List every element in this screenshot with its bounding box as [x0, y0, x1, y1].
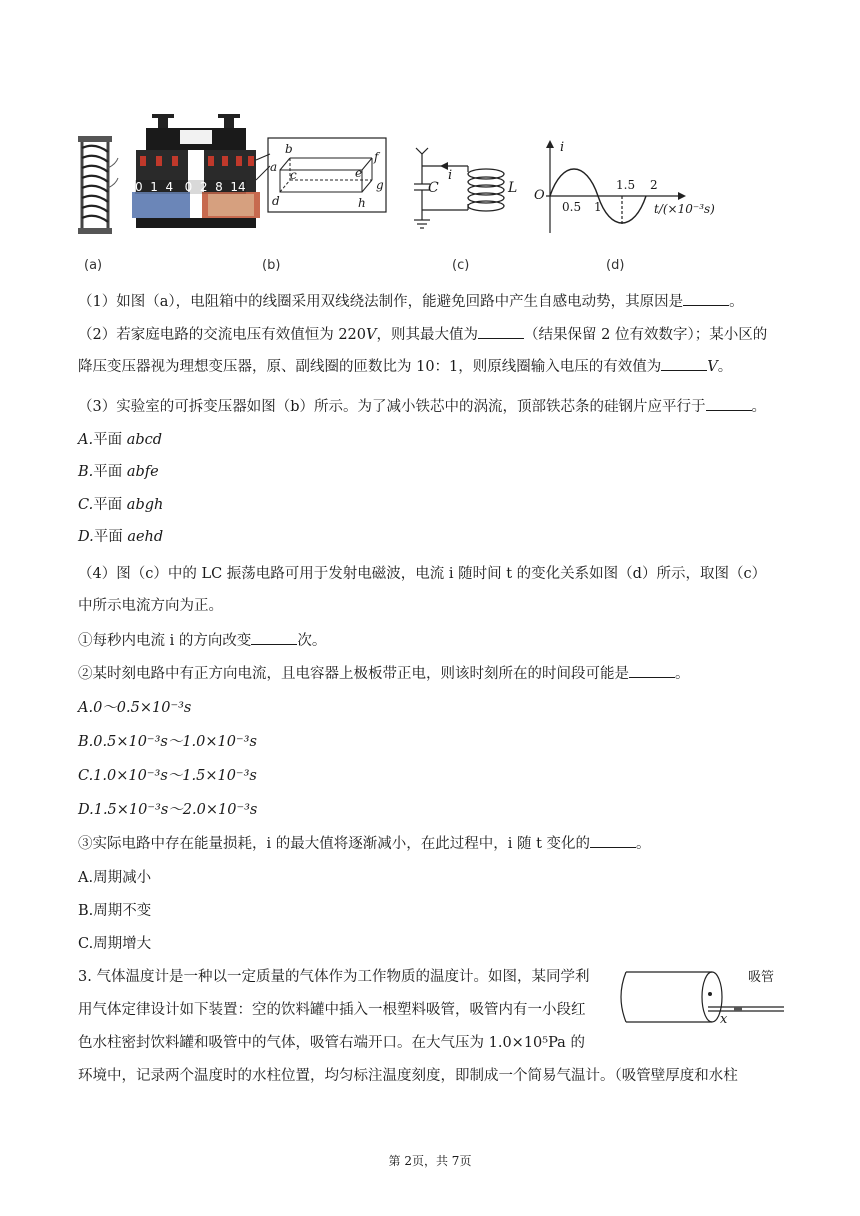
figure-d-caption: (d) [606, 258, 625, 273]
q4-2-option-c: C.1.0×10⁻³s～1.5×10⁻³s [78, 768, 257, 784]
fig-b-letter-g: g [376, 178, 384, 192]
figure-b-transformer [122, 110, 392, 240]
figure-a-caption: (a) [84, 258, 103, 273]
q4-3-option-b: B.周期不变 [78, 903, 152, 919]
q3-option-c: C.平面 abgh [78, 497, 164, 513]
fig-d-tick-1.5: 1.5 [616, 178, 636, 192]
blank [478, 326, 524, 339]
fig-b-letter-d: d [272, 194, 280, 208]
problem-3-line-2: 用气体定律设计如下装置：空的饮料罐中插入一根塑料吸管，吸管内有一小段红 [78, 1002, 586, 1018]
fig-b-letter-a: a [270, 160, 278, 174]
problem-3-line-4: 环境中，记录两个温度时的水柱位置，均匀标注温度刻度，即制成一个简易气温计。（吸管壁厚度和水柱 [78, 1068, 738, 1084]
fig-c-label-i: i [448, 168, 453, 183]
q4-3-option-a: A.周期减小 [78, 870, 152, 886]
fig-d-tick-0.5: 0.5 [562, 200, 582, 214]
q4-2-option-d: D.1.5×10⁻³s～2.0×10⁻³s [78, 802, 258, 818]
blank [661, 358, 707, 371]
q3-option-a: A.平面 abcd [78, 432, 163, 448]
question-4-line-2: 中所示电流方向为正。 [78, 598, 223, 614]
straw-x-label: x [720, 1012, 728, 1027]
fig-d-tick-2: 2 [650, 178, 658, 192]
blank [683, 293, 729, 306]
fig-b-letter-c: c [290, 168, 297, 182]
fig-b-letter-h: h [358, 196, 366, 210]
problem-3-line-1: 3. 气体温度计是一种以一定质量的气体作为工作物质的温度计。如图，某同学利 [78, 969, 590, 985]
question-4-3: ③实际电路中存在能量损耗，i 的最大值将逐渐减小，在此过程中，i 随 t 变化的 。 [78, 836, 651, 852]
q4-2-option-b: B.0.5×10⁻³s～1.0×10⁻³s [78, 734, 257, 750]
blank [251, 632, 297, 645]
question-3: （3）实验室的可拆变压器如图（b）所示。为了减小铁芯中的涡流，顶部铁芯条的硅钢片应平行于 。 [78, 399, 767, 415]
fig-b-letter-b: b [285, 142, 293, 156]
fig-d-x-label: t/(×10⁻³s) [654, 202, 715, 216]
q4-3-option-c: C.周期增大 [78, 936, 152, 952]
blank [629, 665, 675, 678]
question-4-2: ②某时刻电路中有正方向电流，且电容器上极板带正电，则该时刻所在的时间段可能是 。 [78, 666, 690, 682]
figure-b-scale: 0 1 4 0 2 8 14 [135, 180, 246, 194]
question-1: （1）如图（a），电阻箱中的线圈采用双线绕法制作，能避免回路中产生自感电动势，其原因是 。 [78, 294, 744, 310]
figure-c-caption: (c) [452, 258, 470, 273]
fig-c-label-C: C [428, 180, 439, 196]
fig-d-y-label: i [560, 140, 565, 155]
figure-b-caption: (b) [262, 258, 281, 273]
problem-3-line-3: 色水柱密封饮料罐和吸管中的气体，吸管右端开口。在大气压为 1.0×10⁵Pa 的 [78, 1035, 585, 1051]
straw-label: 吸管 [748, 970, 775, 985]
fig-b-letter-f: f [374, 150, 379, 164]
page-footer: 第 2页，共 7页 [388, 1154, 472, 1168]
fig-c-label-L: L [508, 180, 518, 196]
figure-a-coil [70, 128, 120, 253]
question-2-line-1: （2）若家庭电路的交流电压有效值恒为 220V，则其最大值为 （结果保留 2 位有效数字）；某小区的 [78, 327, 768, 343]
q3-option-d: D.平面 aehd [78, 529, 164, 545]
question-4-1: ①每秒内电流 i 的方向改变 次。 [78, 633, 327, 649]
blank [590, 835, 636, 848]
blank [706, 398, 752, 411]
fig-d-tick-1: 1 [594, 200, 602, 214]
q4-2-option-a: A.0～0.5×10⁻³s [78, 700, 192, 716]
q3-option-b: B.平面 abfe [78, 464, 159, 480]
fig-d-origin: O [534, 188, 545, 203]
fig-b-letter-e: e [355, 166, 363, 180]
question-2-line-2: 降压变压器视为理想变压器，原、副线圈的匝数比为 10：1，则原线圈输入电压的有效值为 V。 [78, 359, 733, 375]
question-4-line-1: （4）图（c）中的 LC 振荡电路可用于发射电磁波，电流 i 随时间 t 的变化关系如图（d）所示，取图（c） [78, 566, 767, 582]
